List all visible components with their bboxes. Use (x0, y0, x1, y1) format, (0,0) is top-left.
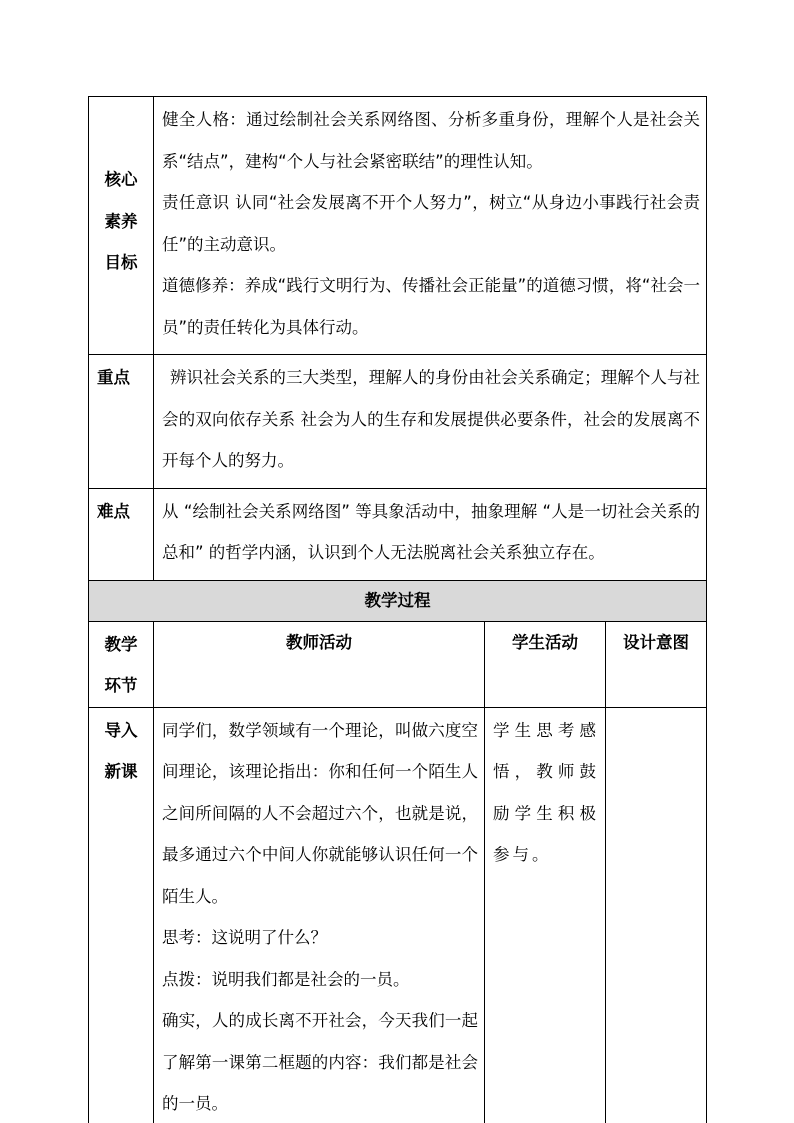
objectives-label-line: 核心 (104, 170, 138, 189)
objectives-row (89, 97, 707, 355)
key-points-text: 辨识社会关系的三大类型，理解人的身份由社会关系确定；理解个人与社会的双向依存关系 社会为人的生存和发展提供必要条件，社会的发展离不开每个人的努力。 (162, 368, 701, 470)
header-stage (89, 621, 154, 707)
teacher-activity-para: 确实，人的成长离不开社会，今天我们一起了解第一课第二框题的内容：我们都是社会的一员。 (162, 1011, 478, 1113)
teacher-activity-para: 点拨：说明我们都是社会的一员。 (162, 969, 410, 989)
difficulties-label: 难点 (89, 488, 154, 580)
teacher-activity-para: 思考：这说明了什么？ (162, 928, 327, 947)
key-points-content (154, 355, 707, 489)
stage-intro-line: 新课 (104, 762, 138, 781)
key-points-row (89, 355, 707, 489)
difficulties-text: 从 “绘制社会关系网络图” 等具象活动中，抽象理解 “人是一切社会关系的总和” 的哲学内涵，认识到个人无法脱离社会关系独立存在。 (162, 501, 701, 562)
teacher-activity (154, 707, 485, 1123)
teacher-activity-para: 同学们，数学领域有一个理论，叫做六度空间理论，该理论指出：你和任何一个陌生人之间所间隔的人不会超过六个，也就是说，最多通过六个中间人你就能够认识任何一个陌生人。 (162, 720, 478, 906)
process-header-row (89, 621, 707, 707)
objective-responsibility: 责任意识 认同“社会发展离不开个人努力”，树立“从身边小事践行社会责任”的主动意识。 (162, 193, 701, 254)
header-stage-line: 环节 (104, 676, 138, 695)
objective-morality: 道德修养：养成“践行文明行为、传播社会正能量”的道德习惯，将“社会一员”的责任转化为具体行动。 (162, 276, 701, 337)
lesson-plan-table (88, 96, 707, 1123)
process-title: 教学过程 (89, 580, 707, 621)
student-activity (485, 707, 606, 1123)
objectives-content (154, 97, 707, 355)
header-design: 设计意图 (606, 621, 707, 707)
process-row-intro (89, 707, 707, 1123)
objectives-label-line: 目标 (104, 253, 138, 272)
objectives-label (89, 97, 154, 355)
key-points-label: 重点 (89, 355, 154, 489)
objective-personality: 健全人格：通过绘制社会关系网络图、分析多重身份，理解个人是社会关系“结点”，建构“个人与社会紧密联结”的理性认知。 (162, 110, 701, 171)
difficulties-row (89, 488, 707, 580)
objectives-label-line: 素养 (104, 211, 138, 231)
student-activity-text: 学生思考感悟，教师鼓励学生积极参与。 (493, 720, 599, 864)
stage-intro-line: 导入 (104, 720, 138, 740)
header-teacher: 教师活动 (154, 621, 485, 707)
header-student: 学生活动 (485, 621, 606, 707)
header-stage-line: 教学 (104, 634, 138, 654)
difficulties-content (154, 488, 707, 580)
process-title-row (89, 580, 707, 621)
stage-intro (89, 707, 154, 1123)
design-intent (606, 707, 707, 1123)
